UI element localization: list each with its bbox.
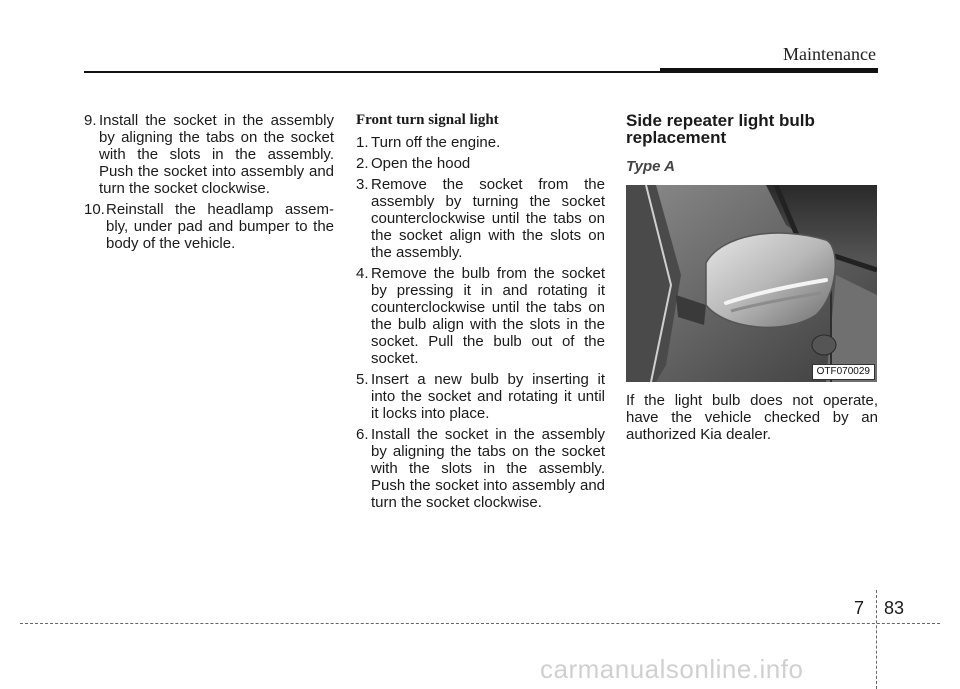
step-text: Remove the socket from the assembly by turning the socket counterclockwise until the tabs on the socket align with the slots on the assembly. [371,176,605,261]
running-header: Maintenance [783,44,876,64]
step-text: Reinstall the headlamp assem- bly, under pad and bumper to the body of the vehicle. [106,201,334,252]
step-item [356,134,605,151]
column-middle [356,112,605,515]
footer-rule [20,623,940,624]
step-text: Insert a new bulb by inserting it into the socket and rotating it until it locks into place. [371,371,605,422]
side-mirror-illustration [626,185,877,382]
type-label: Type A [626,158,675,175]
footer-divider [876,590,877,689]
step-text: Turn off the engine. [371,134,501,151]
step-item [356,176,605,261]
header-rule [84,71,664,73]
step-item [356,371,605,422]
figure-code: OTF070029 [812,364,875,380]
body-paragraph: If the light bulb does not operate, have the vehicle checked by an authorized Kia dealer. [626,392,878,443]
step-text: Open the hood [371,155,471,172]
step-number: 10. [84,201,105,218]
step-number: 2. [356,155,369,172]
step-text: Install the socket in the assembly by aligning the tabs on the socket with the slots in the assembly. Push the socket into assembly and turn the socket clockwise. [371,426,605,511]
step-number: 3. [356,176,369,193]
watermark-text: carmanualsonline.info [540,654,804,684]
step-item [356,265,605,367]
chapter-number: 7 [854,598,865,618]
step-item [356,426,605,511]
step-item [84,112,334,197]
side-mirror-photo [626,185,877,382]
step-number: 1. [356,134,369,151]
step-number: 4. [356,265,369,282]
step-number: 9. [84,112,97,129]
step-number: 6. [356,426,369,443]
step-item [84,201,334,252]
step-text: Install the socket in the assembly by aligning the tabs on the socket with the slots in the assembly. Push the socket into assembly and turn the socket clockwise. [99,112,334,197]
column-right [626,112,878,443]
step-text: Remove the bulb from the socket by pressing it in and rotating it counterclockwise until the tabs on the bulb align with the slots in the socket. Pull the bulb out of the socket. [371,265,605,367]
step-item [356,155,605,172]
header-rule-accent [660,68,878,73]
column-left [84,112,334,256]
section-heading: Side repeater light bulb replacement [626,111,815,147]
page-number: 83 [884,598,905,618]
step-number: 5. [356,371,369,388]
section-subheading: Front turn signal light [356,112,499,128]
